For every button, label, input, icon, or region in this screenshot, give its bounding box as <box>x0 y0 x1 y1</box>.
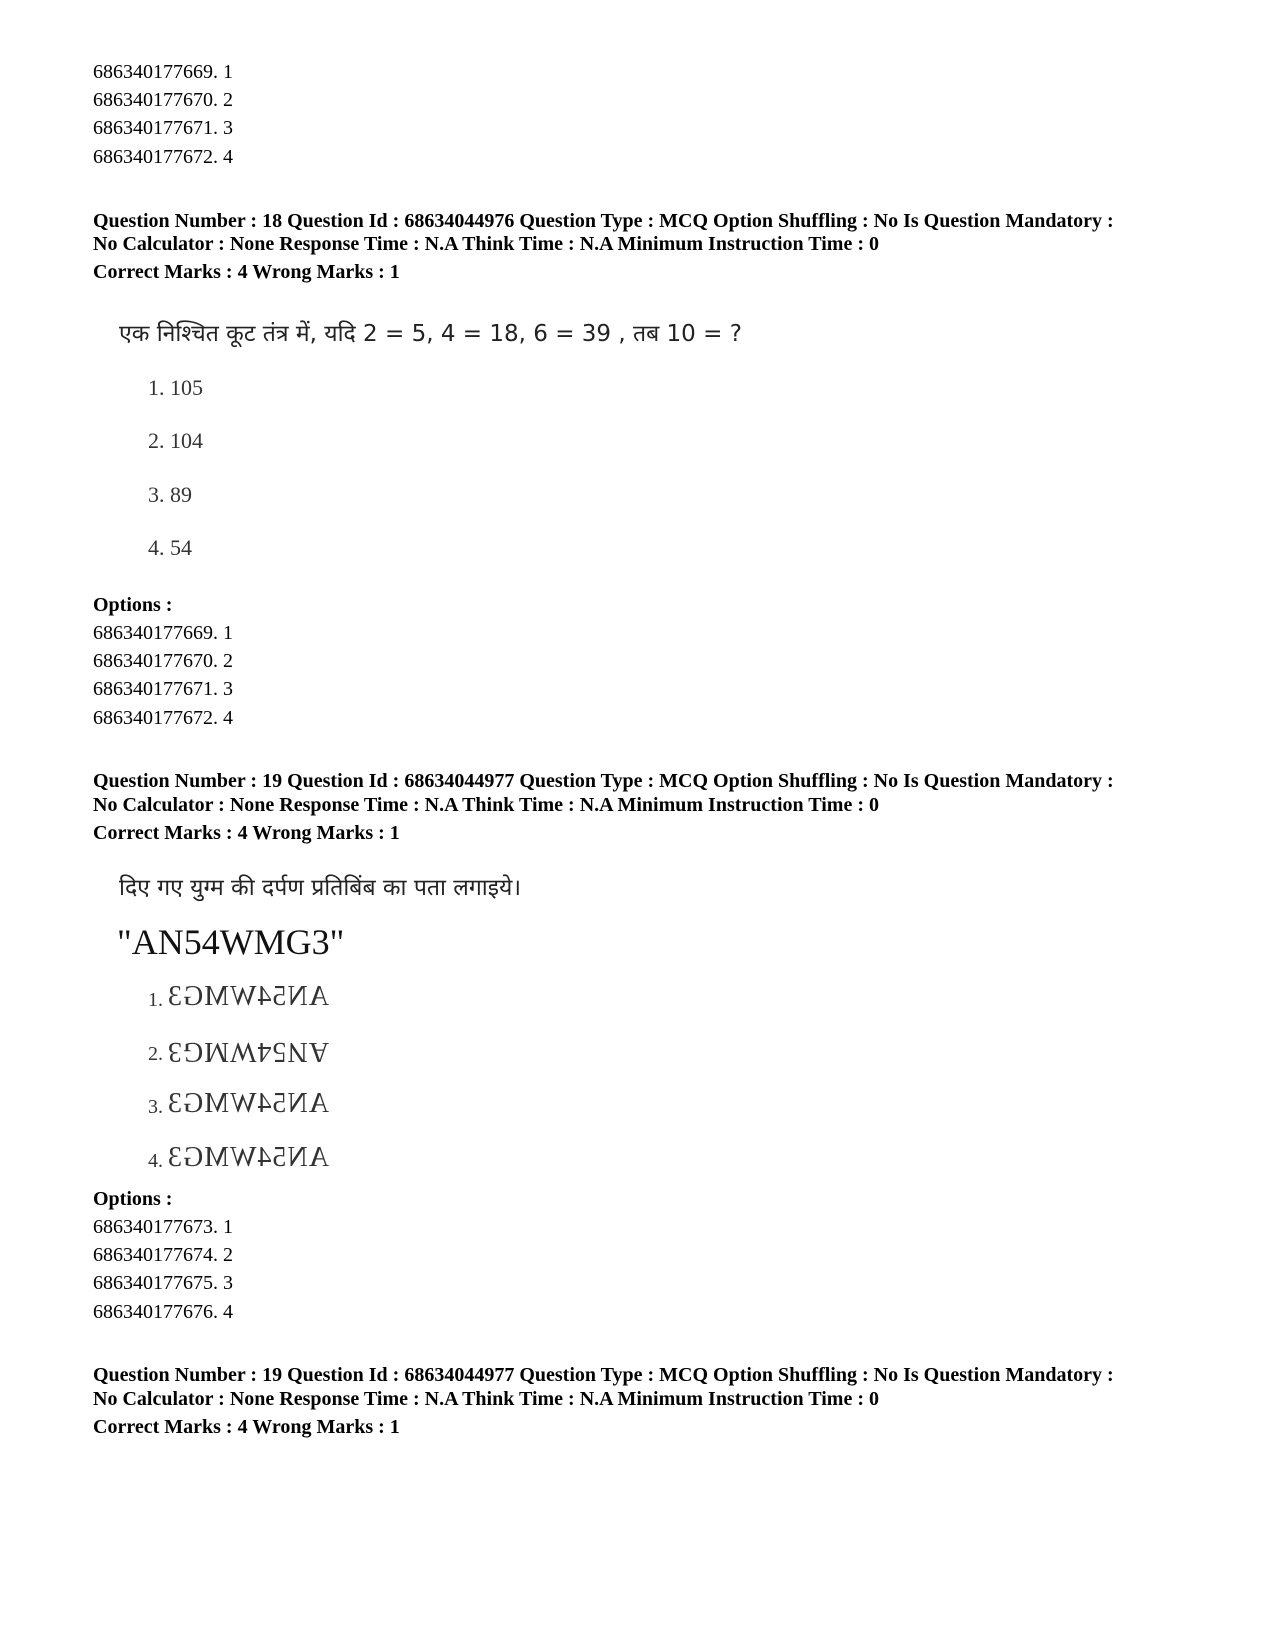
q18-choice: 1. 105 <box>148 375 203 400</box>
q19-choice <box>148 980 329 1012</box>
option-line: 686340177669. 1 <box>93 622 233 644</box>
option-line: 686340177670. 2 <box>93 89 233 111</box>
q19-question-string: "AN54WMG3" <box>117 922 345 962</box>
option-line: 686340177671. 3 <box>93 678 233 700</box>
q19-repeat-marks: Correct Marks : 4 Wrong Marks : 1 <box>93 1416 400 1438</box>
q19-choice <box>148 1087 329 1119</box>
option-line: 686340177672. 4 <box>93 146 233 168</box>
q19-repeat-header-line1: Question Number : 19 Question Id : 68634044977 Question Type : MCQ Option Shuffling : No Is Question Mandatory : <box>93 1364 1114 1386</box>
q19-choice-number: 3. <box>148 1096 163 1118</box>
option-line: 686340177672. 4 <box>93 707 233 729</box>
q18-question-text: एक निश्चित कूट तंत्र में, यदि 2 = 5, 4 = 18, 6 = 39 , तब 10 = ? <box>119 321 742 347</box>
q19-mirror-text: AN54WMG3 <box>167 1142 329 1173</box>
option-line: 686340177669. 1 <box>93 61 233 83</box>
q19-choice-number: 2. <box>148 1043 163 1065</box>
option-line: 686340177670. 2 <box>93 650 233 672</box>
q19-choice-number: 1. <box>148 989 163 1011</box>
option-line: 686340177675. 3 <box>93 1272 233 1294</box>
q19-mirror-text: AN54WMG3 <box>167 1088 329 1119</box>
q19-repeat-header-line2: No Calculator : None Response Time : N.A Think Time : N.A Minimum Instruction Time : 0 <box>93 1388 879 1410</box>
q19-mirror-text: AN54WMG3 <box>167 1036 329 1067</box>
q19-question-text: दिए गए युग्म की दर्पण प्रतिबिंब का पता लगाइये। <box>119 875 522 901</box>
q19-choice <box>148 1034 329 1066</box>
q19-header-line1: Question Number : 19 Question Id : 68634044977 Question Type : MCQ Option Shuffling : No Is Question Mandatory : <box>93 770 1114 792</box>
q18-marks: Correct Marks : 4 Wrong Marks : 1 <box>93 261 400 283</box>
option-line: 686340177671. 3 <box>93 117 233 139</box>
q18-choice: 3. 89 <box>148 482 192 507</box>
q18-header-line1: Question Number : 18 Question Id : 68634044976 Question Type : MCQ Option Shuffling : No Is Question Mandatory : <box>93 210 1114 232</box>
q19-choice-number: 4. <box>148 1150 163 1172</box>
q19-options-label: Options : <box>93 1188 173 1210</box>
q18-choice: 4. 54 <box>148 535 192 560</box>
q19-marks: Correct Marks : 4 Wrong Marks : 1 <box>93 822 400 844</box>
q19-choice <box>148 1141 329 1173</box>
option-line: 686340177673. 1 <box>93 1216 233 1238</box>
q19-header-line2: No Calculator : None Response Time : N.A Think Time : N.A Minimum Instruction Time : 0 <box>93 794 879 816</box>
option-line: 686340177674. 2 <box>93 1244 233 1266</box>
option-line: 686340177676. 4 <box>93 1301 233 1323</box>
q18-options-label: Options : <box>93 594 173 616</box>
q19-mirror-text: AN54WMG3 <box>167 981 329 1012</box>
q18-header-line2: No Calculator : None Response Time : N.A Think Time : N.A Minimum Instruction Time : 0 <box>93 233 879 255</box>
q18-choice: 2. 104 <box>148 428 203 453</box>
